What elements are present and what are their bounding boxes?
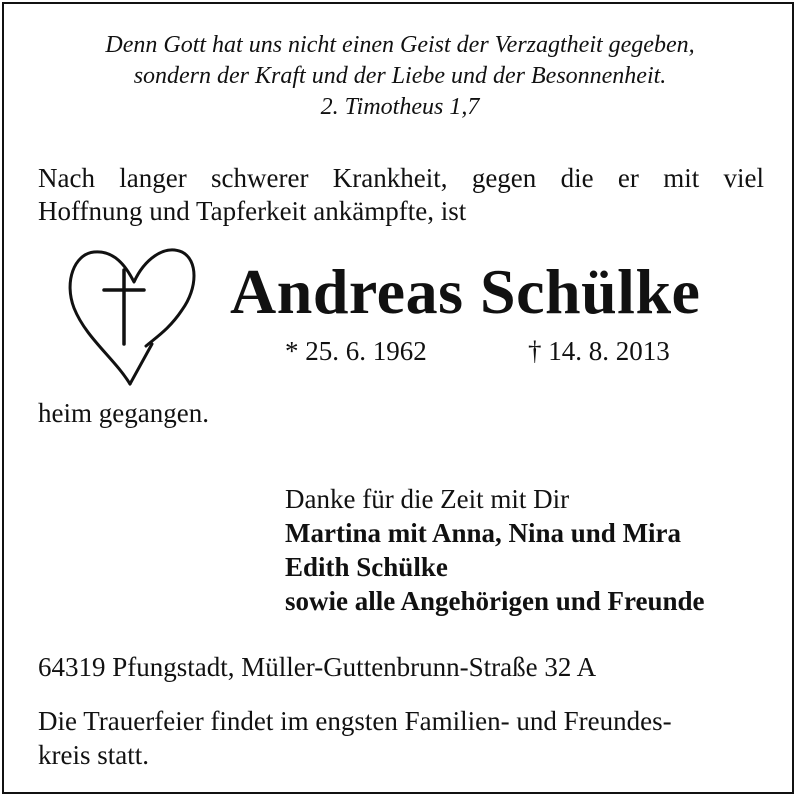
- intro-text: [38, 162, 764, 228]
- mourner-line: sowie alle Angehörigen und Freunde: [285, 586, 705, 616]
- mourner-line: Edith Schülke: [285, 552, 448, 582]
- funeral-line-1: Die Trauerfeier findet im engsten Familien- und Freundes-: [38, 706, 672, 736]
- heart-with-cross-icon: [68, 246, 198, 386]
- deceased-name: Andreas Schülke: [230, 256, 701, 327]
- thanks-line: Danke für die Zeit mit Dir: [285, 484, 570, 514]
- mourner-line: Martina mit Anna, Nina und Mira: [285, 518, 682, 548]
- verse-reference: 2. Timotheus 1,7: [320, 94, 480, 120]
- birth-date: * 25. 6. 1962: [285, 336, 427, 366]
- address: 64319 Pfungstadt, Müller-Guttenbrunn-Straße 32 A: [38, 652, 597, 682]
- intro-line-2: Hoffnung und Tapferkeit ankämpfte, ist: [38, 196, 467, 226]
- verse-line-2: sondern der Kraft und der Liebe und der Besonnenheit.: [133, 63, 667, 89]
- bible-verse: [0, 30, 800, 123]
- intro-line-1: Nach langer schwerer Krankheit, gegen die er mit viel: [38, 163, 764, 193]
- death-date: † 14. 8. 2013: [528, 336, 670, 366]
- thanks-block: [285, 482, 705, 618]
- funeral-line-2: kreis statt.: [38, 740, 149, 770]
- verse-line-1: Denn Gott hat uns nicht einen Geist der Verzagtheit gegeben,: [105, 32, 695, 58]
- funeral-notice: [38, 704, 672, 772]
- closing-text: heim gegangen.: [38, 398, 209, 428]
